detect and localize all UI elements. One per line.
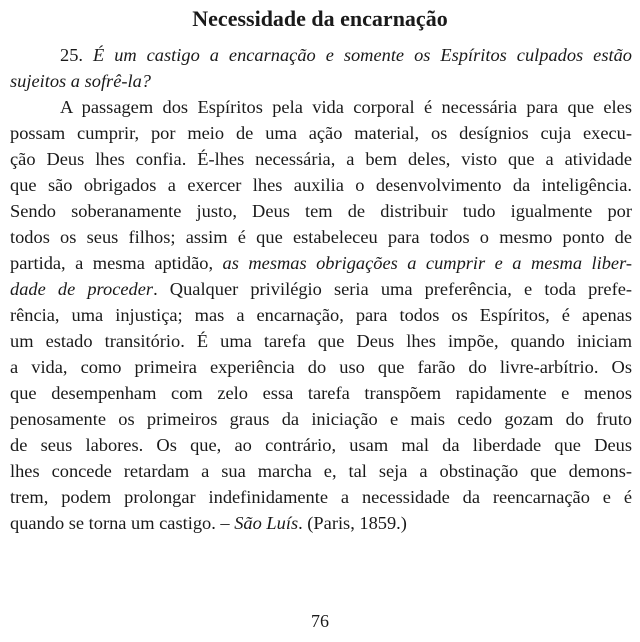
answer-line-7 (10, 250, 632, 276)
answer-line-7-part-a: partida, a mesma aptidão, (10, 253, 214, 273)
answer-line-17-part-a: quando se torna um castigo. – (10, 513, 230, 533)
answer-line-8-part-b: . Qualquer privilégio seria uma preferência, e toda prefe- (153, 279, 632, 299)
answer-line-6: todos os seus filhos; assim é que estabeleceu para todos o mesmo ponto de (10, 227, 632, 247)
answer-line-11: a vida, como primeira experiência do uso que farão do livre-arbítrio. Os (10, 357, 632, 377)
answer-line-5: Sendo soberanamente justo, Deus tem de distribuir tudo igualmente por (10, 201, 632, 221)
author-signature: São Luís (234, 513, 299, 533)
answer-line-1: A passagem dos Espíritos pela vida corporal é necessária para que eles (60, 97, 632, 117)
answer-line-10: um estado transitório. É uma tarefa que Deus lhes impõe, quando iniciam (10, 331, 632, 351)
answer-line-14: de seus labores. Os que, ao contrário, usam mal da liberdade que Deus (10, 435, 632, 455)
answer-line-17 (10, 510, 632, 536)
answer-line-12: que desempenham com zelo essa tarefa transpõem rapidamente e menos (10, 383, 632, 403)
question-line-1 (10, 42, 632, 68)
question-line-2: sujeitos a sofrê-la? (10, 71, 151, 91)
question-number: 25. (60, 45, 83, 65)
answer-line-3: ção Deus lhes confia. É-lhes necessária, a bem deles, visto que a atividade (10, 149, 632, 169)
answer-line-7-italic: as mesmas obrigações a cumprir e a mesma liber- (222, 253, 632, 273)
section-heading: Necessidade da encarnação (192, 6, 448, 31)
answer-line-8-italic: dade de proceder (10, 279, 154, 299)
answer-line-4: que são obrigados a exercer lhes auxilia o desenvolvimento da inteligência. (10, 175, 632, 195)
answer-line-16: trem, podem prolongar indefinidamente a necessidade da reencarnação e é (10, 487, 632, 507)
answer-line-17-part-c: . (Paris, 1859.) (298, 513, 407, 533)
answer-line-8 (10, 276, 632, 302)
answer-line-15: lhes concede retardam a sua marcha e, tal seja a obstinação que demons- (10, 461, 632, 481)
question-text-1: É um castigo a encarnação e somente os Espíritos culpados estão (92, 45, 632, 65)
answer-line-13: penosamente os primeiros graus da iniciação e mais cedo gozam do fruto (10, 409, 632, 429)
page-number: 76 (311, 611, 329, 631)
answer-line-9: rência, uma injustiça; mas a encarnação, para todos os Espíritos, é apenas (10, 305, 632, 325)
answer-line-2: possam cumprir, por meio de uma ação material, os desígnios cuja execu- (10, 123, 632, 143)
